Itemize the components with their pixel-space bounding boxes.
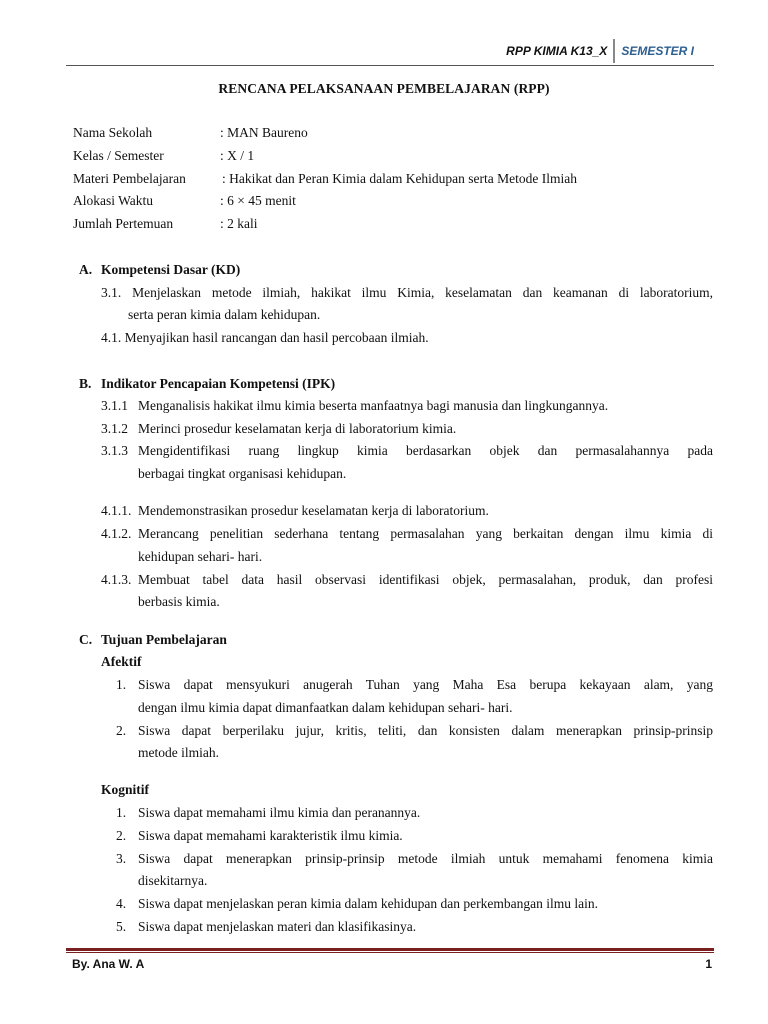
afektif-number: 1. — [116, 677, 127, 692]
kd-3-1-line2: serta peran kimia dalam kehidupan. — [128, 307, 321, 322]
section-a-heading: Kompetensi Dasar (KD) — [101, 262, 241, 277]
identity-value-material: : Hakikat dan Peran Kimia dalam Kehidupan serta Metode Ilmiah — [222, 171, 578, 186]
kognitif-text: Siswa dapat menjelaskan peran kimia dalam kehidupan dan perkembangan ilmu lain. — [138, 896, 598, 911]
ipk-text: Merancang penelitian sederhana tentang permasalahan yang berkaitan dengan ilmu kimia di — [138, 526, 713, 541]
header-separator — [613, 39, 615, 63]
kd-4-1: 4.1. Menyajikan hasil rancangan dan hasil percobaan ilmiah. — [101, 330, 429, 345]
ipk-number: 4.1.1. — [101, 503, 132, 518]
kognitif-number: 4. — [116, 896, 127, 911]
ipk-text-cont: kehidupan sehari- hari. — [138, 549, 263, 564]
ipk-number: 3.1.1 — [101, 398, 128, 413]
kognitif-heading: Kognitif — [101, 782, 150, 797]
ipk-number: 4.1.2. — [101, 526, 132, 541]
identity-value-class: : X / 1 — [220, 148, 255, 163]
kd-3-1-line1: 3.1. Menjelaskan metode ilmiah, hakikat ilmu Kimia, keselamatan dan keamanan di laboratorium, — [101, 285, 713, 300]
identity-label-material: Materi Pembelajaran — [73, 171, 186, 186]
section-a-letter: A. — [79, 262, 93, 277]
ipk-text-cont: berbasis kimia. — [138, 594, 220, 609]
kognitif-number: 3. — [116, 851, 127, 866]
page-header — [506, 40, 694, 62]
afektif-text: Siswa dapat mensyukuri anugerah Tuhan yang Maha Esa berupa kekayaan alam, yang — [138, 677, 713, 692]
identity-label-school: Nama Sekolah — [73, 125, 153, 140]
footer-rule-thin — [66, 952, 714, 953]
kognitif-text: Siswa dapat menerapkan prinsip-prinsip metode ilmiah untuk memahami fenomena kimia — [138, 851, 713, 866]
identity-label-meetings: Jumlah Pertemuan — [73, 216, 174, 231]
ipk-text: Mendemonstrasikan prosedur keselamatan kerja di laboratorium. — [138, 503, 489, 518]
header-semester: SEMESTER I — [621, 44, 694, 58]
document-title: RENCANA PELAKSANAAN PEMBELAJARAN (RPP) — [218, 81, 550, 96]
ipk-text: Membuat tabel data hasil observasi identifikasi objek, permasalahan, produk, dan profesi — [138, 572, 713, 587]
page-number: 1 — [705, 957, 712, 971]
ipk-number: 3.1.2 — [101, 421, 128, 436]
kognitif-text-cont: disekitarnya. — [138, 873, 208, 888]
afektif-number: 2. — [116, 723, 127, 738]
kognitif-text: Siswa dapat menjelaskan materi dan klasifikasinya. — [138, 919, 417, 934]
header-rule — [66, 65, 714, 66]
ipk-number: 3.1.3 — [101, 443, 128, 458]
afektif-text: Siswa dapat berperilaku jujur, kritis, teliti, dan konsisten dalam menerapkan prinsip-prinsip — [138, 723, 713, 738]
ipk-text: Menganalisis hakikat ilmu kimia beserta manfaatnya bagi manusia dan lingkungannya. — [138, 398, 609, 413]
ipk-text: Mengidentifikasi ruang lingkup kimia berdasarkan objek dan permasalahannya pada — [138, 443, 713, 458]
ipk-text-cont: berbagai tingkat organisasi kehidupan. — [138, 466, 347, 481]
identity-value-time: : 6 × 45 menit — [220, 193, 296, 208]
footer-author: By. Ana W. A — [72, 957, 145, 971]
footer-rule-thick — [66, 948, 714, 951]
afektif-text-cont: dengan ilmu kimia dapat dimanfaatkan dalam kehidupan sehari- hari. — [138, 700, 513, 715]
afektif-heading: Afektif — [101, 654, 142, 669]
identity-value-meetings: : 2 kali — [220, 216, 258, 231]
identity-value-school: : MAN Baureno — [220, 125, 308, 140]
kognitif-number: 5. — [116, 919, 127, 934]
afektif-text-cont: metode ilmiah. — [138, 745, 219, 760]
kognitif-number: 1. — [116, 805, 127, 820]
header-doc-label: RPP KIMIA K13_X — [506, 44, 608, 58]
identity-label-time: Alokasi Waktu — [73, 193, 154, 208]
section-c-letter: C. — [79, 632, 93, 647]
section-b-letter: B. — [79, 376, 92, 391]
section-c-heading: Tujuan Pembelajaran — [101, 632, 227, 647]
kognitif-text: Siswa dapat memahami karakteristik ilmu kimia. — [138, 828, 403, 843]
ipk-text: Merinci prosedur keselamatan kerja di laboratorium kimia. — [138, 421, 457, 436]
identity-label-class: Kelas / Semester — [73, 148, 164, 163]
section-b-heading: Indikator Pencapaian Kompetensi (IPK) — [101, 376, 336, 391]
kognitif-text: Siswa dapat memahami ilmu kimia dan peranannya. — [138, 805, 421, 820]
ipk-number: 4.1.3. — [101, 572, 132, 587]
kognitif-number: 2. — [116, 828, 127, 843]
